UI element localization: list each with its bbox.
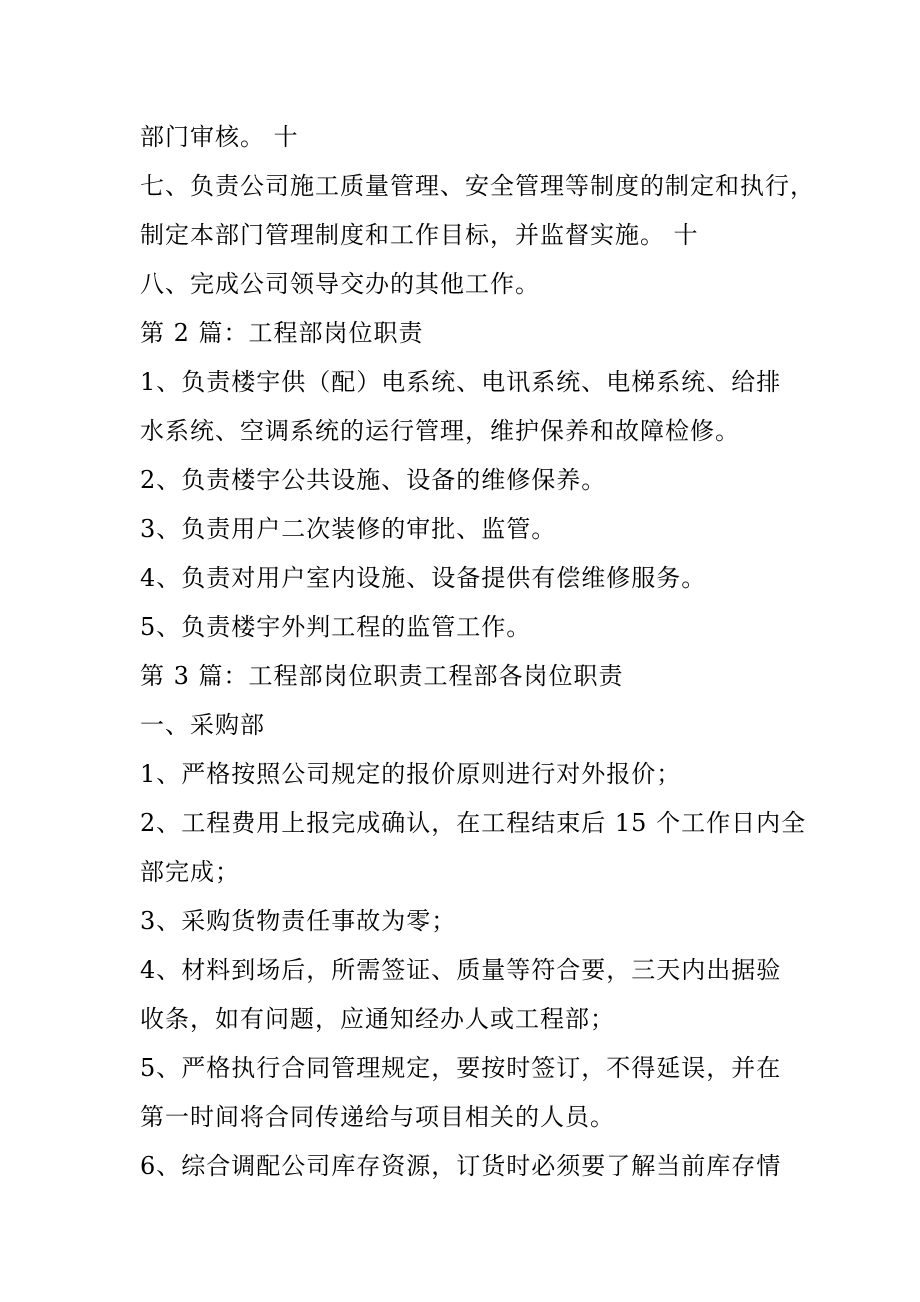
- subsection-heading: 一、采购部: [140, 711, 265, 739]
- document-body: [140, 113, 815, 1191]
- text-line: 4、负责对用户室内设施、设备提供有偿维修服务。: [140, 564, 707, 592]
- text-line: 1、严格按照公司规定的报价原则进行对外报价；: [140, 760, 682, 788]
- text-line: 八、完成公司领导交办的其他工作。: [140, 270, 540, 298]
- section-heading: 第 2 篇：工程部岗位职责: [140, 319, 424, 347]
- text-line: 1、负责楼宇供（配）电系统、电讯系统、电梯系统、给排: [140, 368, 782, 396]
- text-line: 部完成；: [140, 858, 240, 886]
- text-line: 收条，如有问题，应通知经办人或工程部；: [140, 1005, 615, 1033]
- text-line: 第一时间将合同传递给与项目相关的人员。: [140, 1103, 615, 1131]
- text-line: 2、工程费用上报完成确认，在工程结束后 15 个工作日内全: [140, 809, 807, 837]
- text-line: 6、综合调配公司库存资源，订货时必须要了解当前库存情: [140, 1152, 782, 1180]
- text-line: 3、采购货物责任事故为零；: [140, 907, 457, 935]
- text-line: 5、严格执行合同管理规定，要按时签订，不得延误，并在: [140, 1054, 782, 1082]
- text-line: 4、材料到场后，所需签证、质量等符合要，三天内出据验: [140, 956, 782, 984]
- text-line: 5、负责楼宇外判工程的监管工作。: [140, 613, 532, 641]
- text-line: 2、负责楼宇公共设施、设备的维修保养。: [140, 466, 607, 494]
- text-line: 七、负责公司施工质量管理、安全管理等制度的制定和执行，: [140, 172, 815, 200]
- section-heading: 第 3 篇：工程部岗位职责工程部各岗位职责: [140, 662, 624, 690]
- text-line: 3、负责用户二次装修的审批、监管。: [140, 515, 557, 543]
- text-line: 制定本部门管理制度和工作目标，并监督实施。 十: [140, 221, 699, 249]
- text-line: 水系统、空调系统的运行管理，维护保养和故障检修。: [140, 417, 740, 445]
- text-line: 部门审核。 十: [140, 123, 299, 151]
